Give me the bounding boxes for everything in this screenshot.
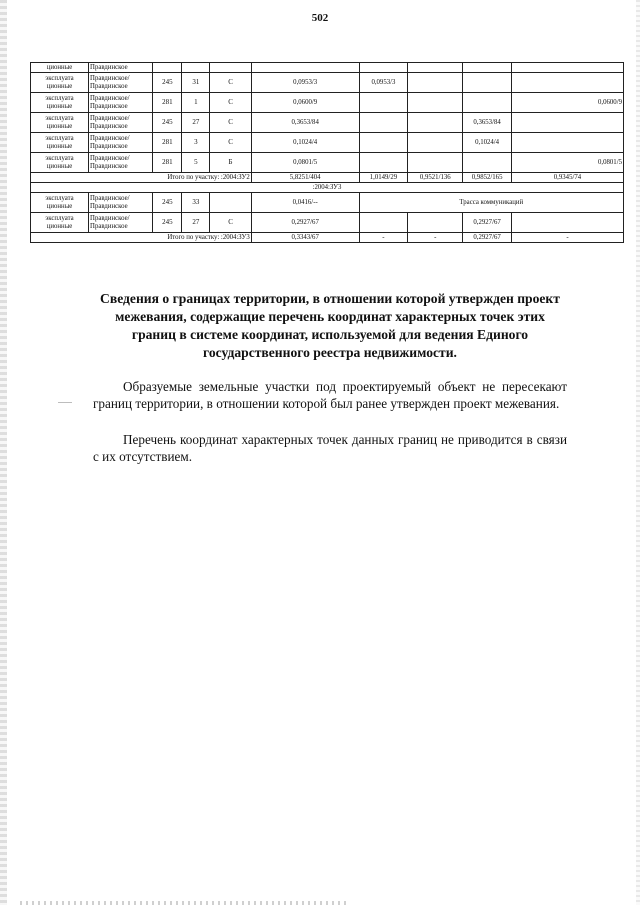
total-col-f: -: [408, 233, 463, 243]
cell-col-g: 0,2927/67: [463, 213, 512, 233]
land-plot-table: [30, 62, 624, 243]
cell-quarter: 245: [153, 213, 182, 233]
table-row: [31, 73, 624, 93]
cell-col-h: 0,0600/9: [511, 93, 623, 113]
cell-contour: 33: [182, 193, 210, 213]
cell-use: эксплуата ционные: [31, 153, 89, 173]
cell-use: ционные: [31, 63, 89, 73]
cell-col-e: [359, 113, 408, 133]
cell-location: Правдинское/ Правдинское: [89, 133, 153, 153]
cell-area: 0,3653/84: [251, 113, 359, 133]
table-total-row: [31, 233, 624, 243]
cell-contour: 27: [182, 213, 210, 233]
cell-contour: 27: [182, 113, 210, 133]
cell-use: эксплуата ционные: [31, 133, 89, 153]
cell-col-g: [463, 73, 512, 93]
cell-use: эксплуата ционные: [31, 93, 89, 113]
total-col-e: 1,0149/29: [359, 173, 408, 183]
cell-category: [210, 193, 251, 213]
cell-category: С: [210, 113, 251, 133]
table-row: [31, 153, 624, 173]
cell-col-e: [359, 133, 408, 153]
cell-location: Правдинское/ Правдинское: [89, 73, 153, 93]
paragraph-intersection: Образуемые земельные участки под проектируемый объект не пересекают границ территории, в отношении которой был ранее утвержден проект межевания.: [93, 379, 567, 411]
cell-col-g: [463, 153, 512, 173]
table-section-row: [31, 183, 624, 193]
table-row: [31, 63, 624, 73]
table-row: [31, 213, 624, 233]
cell-col-g: [463, 93, 512, 113]
table-total-row: [31, 173, 624, 183]
cell-area: 0,0801/5: [251, 153, 359, 173]
cell-category: С: [210, 73, 251, 93]
total-area: 5,8251/404: [251, 173, 359, 183]
cell-col-h: [511, 113, 623, 133]
cell-col-h: 0,0801/5: [511, 153, 623, 173]
cell-category: С: [210, 93, 251, 113]
cell-quarter: 281: [153, 93, 182, 113]
cell-col-g: 0,3653/84: [463, 113, 512, 133]
table-row: [31, 193, 624, 213]
cell-area: 0,1024/4: [251, 133, 359, 153]
cell-contour: 31: [182, 73, 210, 93]
section-title: Сведения о границах территории, в отношении которой утвержден проект межевания, содержащие перечень координат характерных точек этих границ в системе координат, используемой для ведения Единого государственного реестра недвижимости.: [100, 291, 560, 360]
cell-quarter: 245: [153, 113, 182, 133]
cell-col-f: [408, 93, 463, 113]
cell-col-h: [511, 73, 623, 93]
total-col-h: -: [511, 233, 623, 243]
cell-area: 0,0953/3: [251, 73, 359, 93]
total-col-e: -: [359, 233, 408, 243]
cell-area: 0,0416/--: [251, 193, 359, 213]
cell-col-f: [408, 133, 463, 153]
total-area: 0,3343/67: [251, 233, 359, 243]
cell-contour: 5: [182, 153, 210, 173]
cell-quarter: 281: [153, 133, 182, 153]
total-label: Итого по участку: :2004:ЗУ3: [31, 233, 252, 243]
paragraph-coordinates: Перечень координат характерных точек данных границ не приводится в связи с их отсутствием.: [93, 432, 567, 464]
cell-location: Правдинское/ Правдинское: [89, 213, 153, 233]
cell-col-f: [408, 113, 463, 133]
cell-category: С: [210, 133, 251, 153]
cell-contour: 1: [182, 93, 210, 113]
cell-col-e: [359, 153, 408, 173]
cell-location: Правдинское: [89, 63, 153, 73]
cell-use: эксплуата ционные: [31, 193, 89, 213]
cell-area: 0,2927/67: [251, 213, 359, 233]
cell-category: С: [210, 213, 251, 233]
cell-col-f: [408, 73, 463, 93]
cell-col-g: 0,1024/4: [463, 133, 512, 153]
cell-area: 0,0600/9: [251, 93, 359, 113]
total-col-f: 0,9521/136: [408, 173, 463, 183]
scan-edge-right: [636, 0, 640, 905]
cell-location: Правдинское/ Правдинское: [89, 153, 153, 173]
cell-category: Б: [210, 153, 251, 173]
cell-use: эксплуата ционные: [31, 113, 89, 133]
cell-use: эксплуата ционные: [31, 73, 89, 93]
total-col-g: 0,2927/67: [463, 233, 512, 243]
cell-location: Правдинское/ Правдинское: [89, 193, 153, 213]
cell-col-f: [408, 153, 463, 173]
cell-location: Правдинское/ Правдинское: [89, 93, 153, 113]
section-heading: :2004:ЗУ3: [31, 183, 624, 193]
cell-quarter: 281: [153, 153, 182, 173]
cell-location: Правдинское/ Правдинское: [89, 113, 153, 133]
scan-edge-left: [0, 0, 7, 905]
cell-quarter: 245: [153, 73, 182, 93]
cell-quarter: 245: [153, 193, 182, 213]
total-col-h: 0,9345/74: [511, 173, 623, 183]
table-row: [31, 113, 624, 133]
scan-noise-bottom: [20, 901, 350, 905]
page-number: 502: [311, 12, 329, 24]
cell-col-e: 0,0953/3: [359, 73, 408, 93]
cell-note: Трасса коммуникаций: [359, 193, 623, 213]
cell-contour: 3: [182, 133, 210, 153]
table-row: [31, 93, 624, 113]
total-label: Итого по участку: :2004:ЗУ2: [31, 173, 252, 183]
cell-col-e: [359, 93, 408, 113]
scan-mark: [58, 402, 72, 403]
cell-use: эксплуата ционные: [31, 213, 89, 233]
total-col-g: 0,9852/165: [463, 173, 512, 183]
cell-col-h: [511, 133, 623, 153]
table-row: [31, 133, 624, 153]
